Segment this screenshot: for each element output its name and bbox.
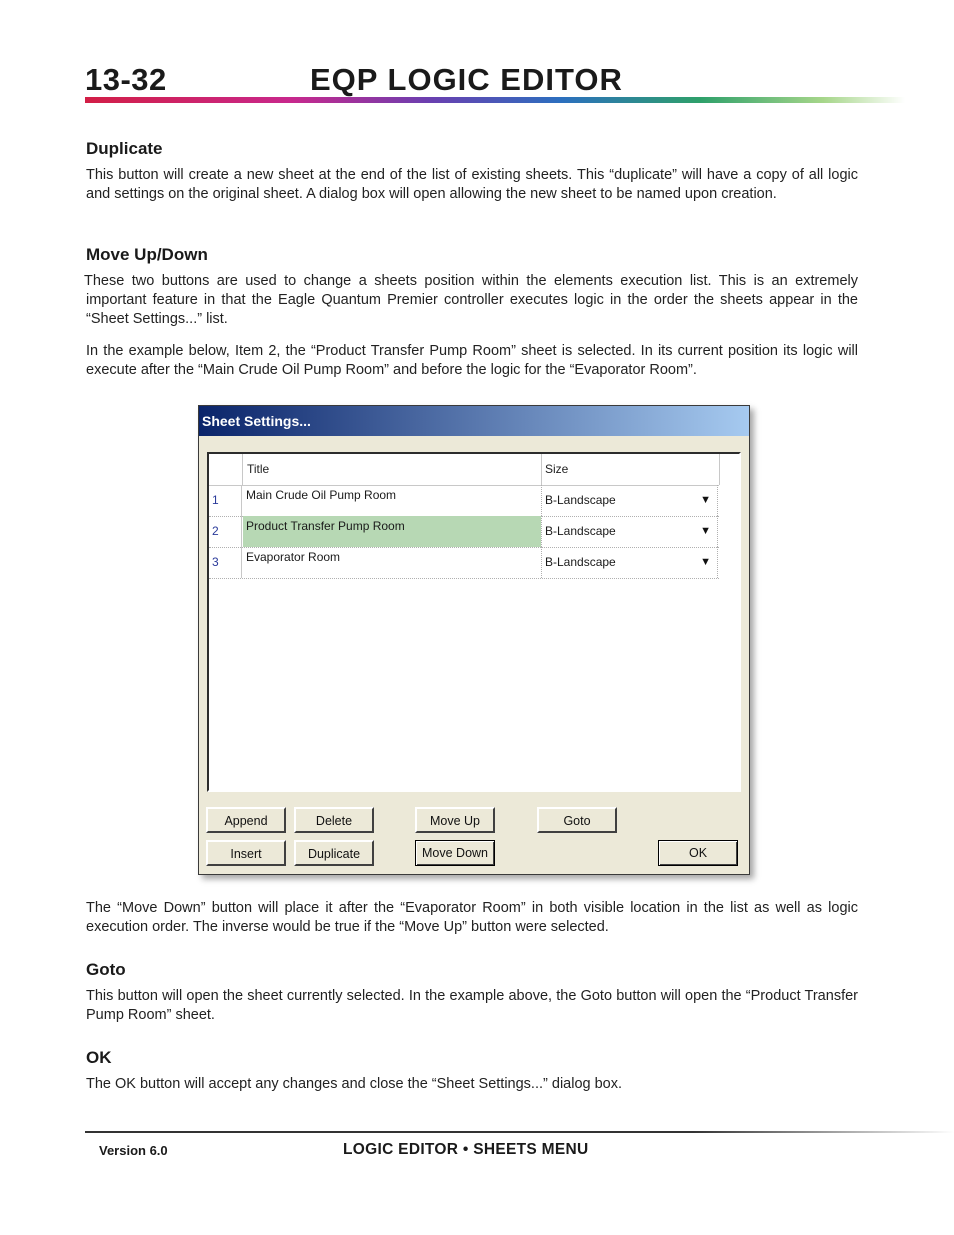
delete-button[interactable]: Delete (294, 807, 374, 833)
grid-header (209, 454, 719, 486)
dropdown-arrow-icon[interactable]: ▼ (700, 525, 711, 537)
sheet-row-1[interactable] (209, 485, 719, 517)
row-title-selected[interactable]: Product Transfer Pump Room (243, 516, 541, 547)
sheet-list-grid (207, 452, 741, 792)
paragraph-move-2: In the example below, Item 2, the “Product Transfer Pump Room” sheet is selected. In its current position its logic will execute after the “Main Crude Oil Pump Room” and before the logic for the “Evaporator Room”. (86, 343, 858, 378)
heading-duplicate: Duplicate (86, 139, 163, 158)
size-value: B-Landscape (545, 493, 616, 507)
size-dropdown[interactable] (541, 516, 718, 547)
sheet-row-2[interactable] (209, 516, 719, 548)
column-header-title: Title (247, 462, 270, 476)
size-value: B-Landscape (545, 555, 616, 569)
row-number: 1 (209, 485, 242, 516)
paragraph-move-3: The “Move Down” button will place it after the “Evaporator Room” in both visible location in the list as well as logic execution order. The inverse would be true if the “Move Up” button were selected. (86, 900, 858, 935)
footer-section: LOGIC EDITOR • SHEETS MENU (343, 1141, 589, 1158)
paragraph-goto: This button will open the sheet currently selected. In the example above, the Goto button will open the “Product Transfer Pump Room” sheet. (86, 988, 858, 1023)
duplicate-button[interactable]: Duplicate (294, 840, 374, 866)
insert-button[interactable]: Insert (206, 840, 286, 866)
dialog-title-bar: Sheet Settings... (199, 406, 749, 436)
sheet-settings-dialog (198, 405, 750, 875)
row-title[interactable]: Evaporator Room (246, 550, 341, 564)
heading-ok: OK (86, 1048, 112, 1067)
ok-button[interactable]: OK (658, 840, 738, 866)
size-dropdown[interactable] (541, 485, 718, 516)
footer-version: Version 6.0 (99, 1143, 168, 1158)
header-color-bar (85, 97, 905, 103)
move-down-button[interactable]: Move Down (415, 840, 495, 866)
sheet-row-3[interactable] (209, 547, 719, 579)
grid-header-number-cell (209, 454, 243, 485)
paragraph-duplicate: This button will create a new sheet at the end of the list of existing sheets. This “duplicate” will have a copy of all logic and settings on the original sheet. A dialog box will open allowing the new sheet to be named upon creation. (86, 167, 858, 202)
size-dropdown[interactable] (541, 547, 718, 578)
dropdown-arrow-icon[interactable]: ▼ (700, 556, 711, 568)
dropdown-arrow-icon[interactable]: ▼ (700, 494, 711, 506)
heading-move-up-down: Move Up/Down (86, 245, 208, 264)
row-number: 3 (209, 547, 242, 578)
append-button[interactable]: Append (206, 807, 286, 833)
paragraph-move-1: These two buttons are used to change a sheets position within the elements execution list. This is an extremely important feature in that the Eagle Quantum Premier controller executes logic in the order the sheets appear in the “Sheet Settings...” list. (84, 273, 858, 327)
goto-button[interactable]: Goto (537, 807, 617, 833)
paragraph-ok: The OK button will accept any changes and close the “Sheet Settings...” dialog box. (86, 1076, 623, 1092)
row-number: 2 (209, 516, 242, 547)
heading-goto: Goto (86, 960, 126, 979)
page-number: 13-32 (85, 62, 167, 97)
move-up-button[interactable]: Move Up (415, 807, 495, 833)
size-value: B-Landscape (545, 524, 616, 538)
chapter-title: EQP LOGIC EDITOR (310, 62, 623, 97)
footer-rule (85, 1131, 954, 1133)
row-title[interactable]: Main Crude Oil Pump Room (246, 488, 397, 502)
column-header-size: Size (545, 462, 569, 476)
